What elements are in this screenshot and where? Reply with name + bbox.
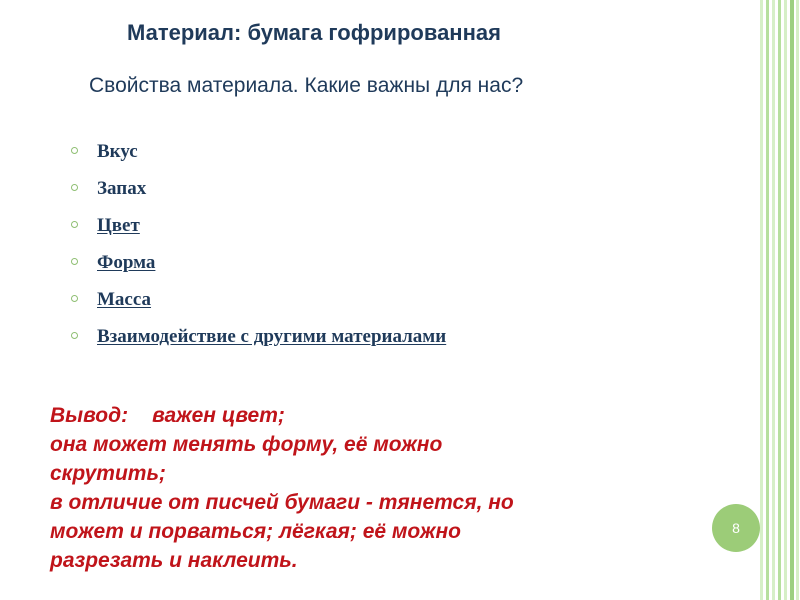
- list-item-color[interactable]: [70, 207, 446, 244]
- conclusion-line: скрутить;: [50, 462, 166, 485]
- list-item-mass[interactable]: [70, 281, 446, 318]
- list-item-link[interactable]: Масса: [97, 288, 152, 310]
- list-item-link[interactable]: Взаимодействие с другими материалами: [97, 325, 447, 347]
- conclusion-label: Вывод:: [50, 404, 129, 427]
- list-item-smell: [70, 170, 446, 207]
- conclusion-line: важен цвет;: [152, 404, 285, 427]
- list-item-link[interactable]: Форма: [97, 251, 156, 273]
- conclusion-block: [50, 401, 650, 575]
- conclusion-line: может и порваться; лёгкая; её можно: [50, 520, 461, 543]
- bullet-icon: [71, 147, 78, 154]
- conclusion-line: разрезать и наклеить.: [50, 549, 298, 572]
- conclusion-first-line: [50, 401, 650, 430]
- list-item-taste: [70, 133, 446, 170]
- conclusion-line: она может менять форму, её можно: [50, 433, 443, 456]
- bullet-icon: [71, 332, 78, 339]
- bullet-icon: [71, 184, 78, 191]
- list-item-shape[interactable]: [70, 244, 446, 281]
- bullet-icon: [71, 258, 78, 265]
- slide-subtitle: Свойства материала. Какие важны для нас?: [89, 74, 524, 97]
- decorative-right-border: [760, 0, 800, 600]
- conclusion-line: в отличие от писчей бумаги - тянется, но: [50, 491, 514, 514]
- list-item-label: Запах: [97, 177, 147, 199]
- list-item-label: Вкус: [97, 140, 138, 162]
- slide-title: Материал: бумага гофрированная: [127, 20, 501, 45]
- bullet-icon: [71, 221, 78, 228]
- page-number-badge: 8: [712, 504, 760, 552]
- list-item-link[interactable]: Цвет: [97, 214, 140, 236]
- list-item-interaction[interactable]: [70, 318, 446, 355]
- decorative-right-border-line: [790, 0, 794, 600]
- bullet-icon: [71, 295, 78, 302]
- properties-list: [70, 133, 446, 355]
